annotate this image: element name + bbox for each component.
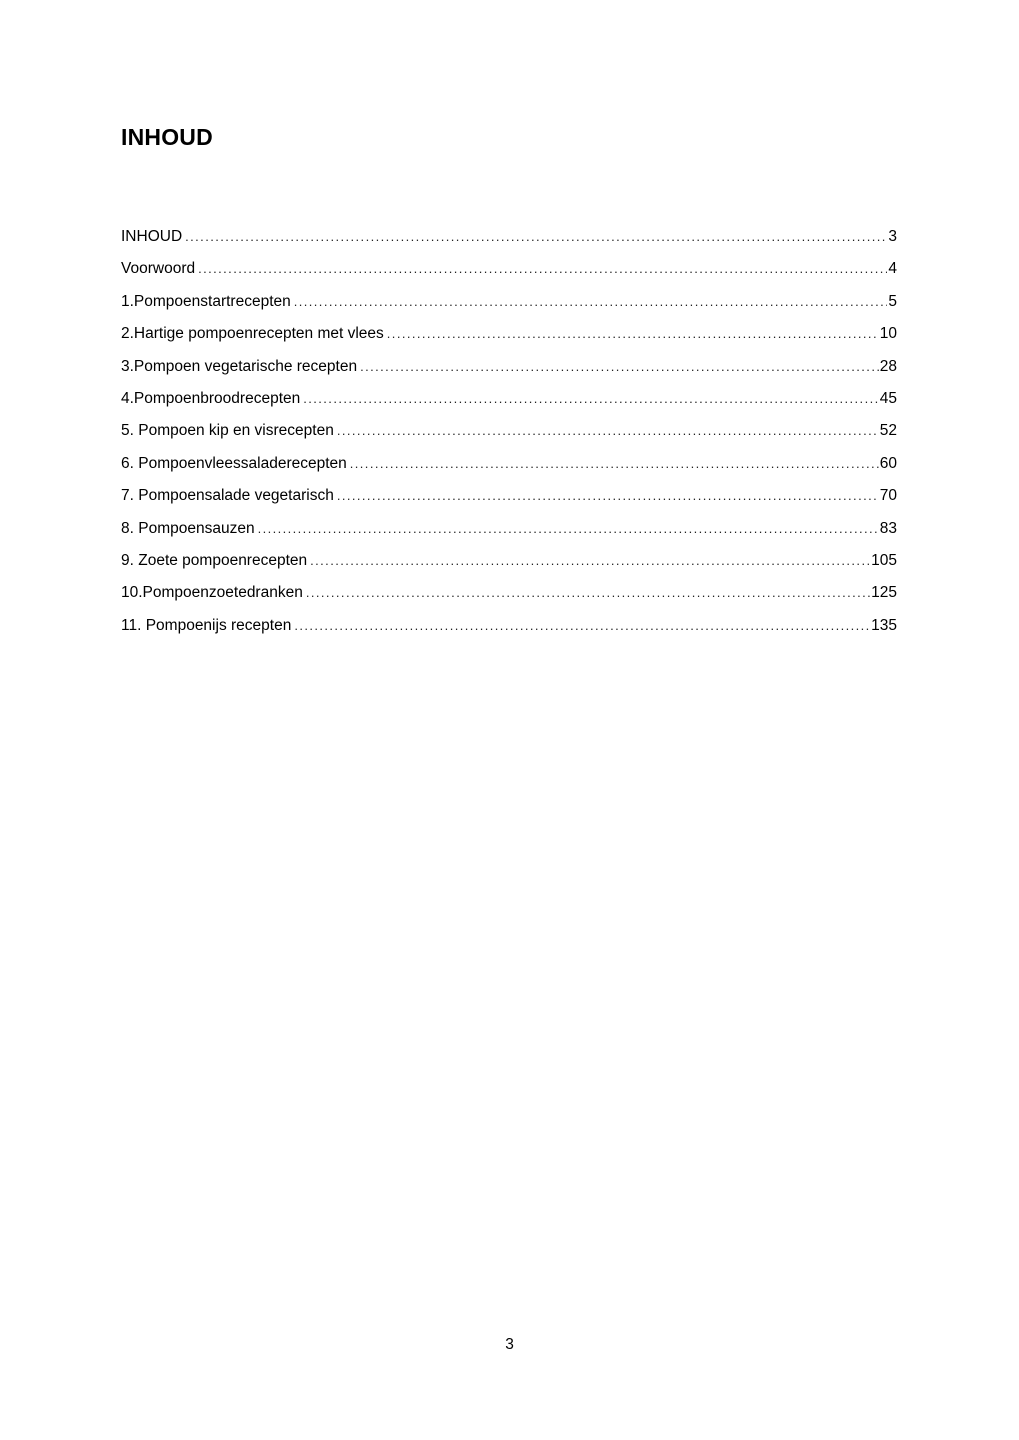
toc-dot-leader xyxy=(350,453,879,475)
toc-dot-leader xyxy=(387,323,879,345)
toc-entry-page: 70 xyxy=(879,487,897,505)
toc-dot-leader xyxy=(258,518,879,540)
toc-entry[interactable] xyxy=(121,582,897,614)
toc-entry-label: 4.Pompoenbroodrecepten xyxy=(121,389,301,407)
toc-entry-label: 2.Hartige pompoenrecepten met vlees xyxy=(121,325,384,343)
toc-entry-label: 11. Pompoenijs recepten xyxy=(121,616,292,634)
toc-entry-page: 45 xyxy=(879,389,897,407)
toc-dot-leader xyxy=(185,226,887,248)
toc-entry[interactable] xyxy=(121,258,897,290)
toc-entry-page: 60 xyxy=(879,454,897,472)
toc-entry-page: 3 xyxy=(888,228,897,245)
toc-dot-leader xyxy=(337,485,879,507)
toc-entry-label: 5. Pompoen kip en visrecepten xyxy=(121,422,334,440)
toc-entry[interactable] xyxy=(121,291,897,323)
toc-dot-leader xyxy=(310,550,870,572)
toc-entry[interactable] xyxy=(121,518,897,550)
toc-entry[interactable] xyxy=(121,226,897,258)
toc-entry-label: 3.Pompoen vegetarische recepten xyxy=(121,357,358,375)
toc-entry-page: 125 xyxy=(871,584,897,602)
toc-entry-page: 4 xyxy=(888,260,897,278)
toc-entry-label: INHOUD xyxy=(121,228,183,245)
toc-entry-page: 5 xyxy=(888,292,897,310)
toc-entry-label: 8. Pompoensauzen xyxy=(121,519,255,537)
toc-entry[interactable] xyxy=(121,550,897,582)
toc-entry[interactable] xyxy=(121,485,897,517)
toc-dot-leader xyxy=(337,420,879,442)
toc-entry-page: 83 xyxy=(879,519,897,537)
toc-entry-label: 1.Pompoenstartrecepten xyxy=(121,292,291,310)
page-title: INHOUD xyxy=(121,124,213,150)
toc-entry[interactable] xyxy=(121,420,897,452)
toc-dot-leader xyxy=(360,356,879,378)
toc-entry-label: 6. Pompoenvleessaladerecepten xyxy=(121,454,347,472)
toc-entry-label: Voorwoord xyxy=(121,260,196,278)
toc-entry-page: 10 xyxy=(879,325,897,343)
toc-dot-leader xyxy=(294,615,870,637)
toc-dot-leader xyxy=(306,582,870,604)
toc-dot-leader xyxy=(198,258,887,280)
page-number: 3 xyxy=(505,1336,514,1353)
toc-entry-label: 7. Pompoensalade vegetarisch xyxy=(121,487,334,505)
toc-entry-label: 9. Zoete pompoenrecepten xyxy=(121,551,308,569)
toc-entry-page: 135 xyxy=(871,616,897,634)
toc-dot-leader xyxy=(303,388,879,410)
toc-entry[interactable] xyxy=(121,388,897,420)
toc-entry-page: 52 xyxy=(879,422,897,440)
toc-entry[interactable] xyxy=(121,356,897,388)
toc-entry-page: 28 xyxy=(879,357,897,375)
toc-entry[interactable] xyxy=(121,323,897,355)
toc-entry[interactable] xyxy=(121,615,897,647)
toc-dot-leader xyxy=(294,291,888,313)
toc-entry[interactable] xyxy=(121,453,897,485)
toc-entry-page: 105 xyxy=(871,551,897,569)
toc-entry-label: 10.Pompoenzoetedranken xyxy=(121,584,303,602)
table-of-contents xyxy=(121,226,897,647)
